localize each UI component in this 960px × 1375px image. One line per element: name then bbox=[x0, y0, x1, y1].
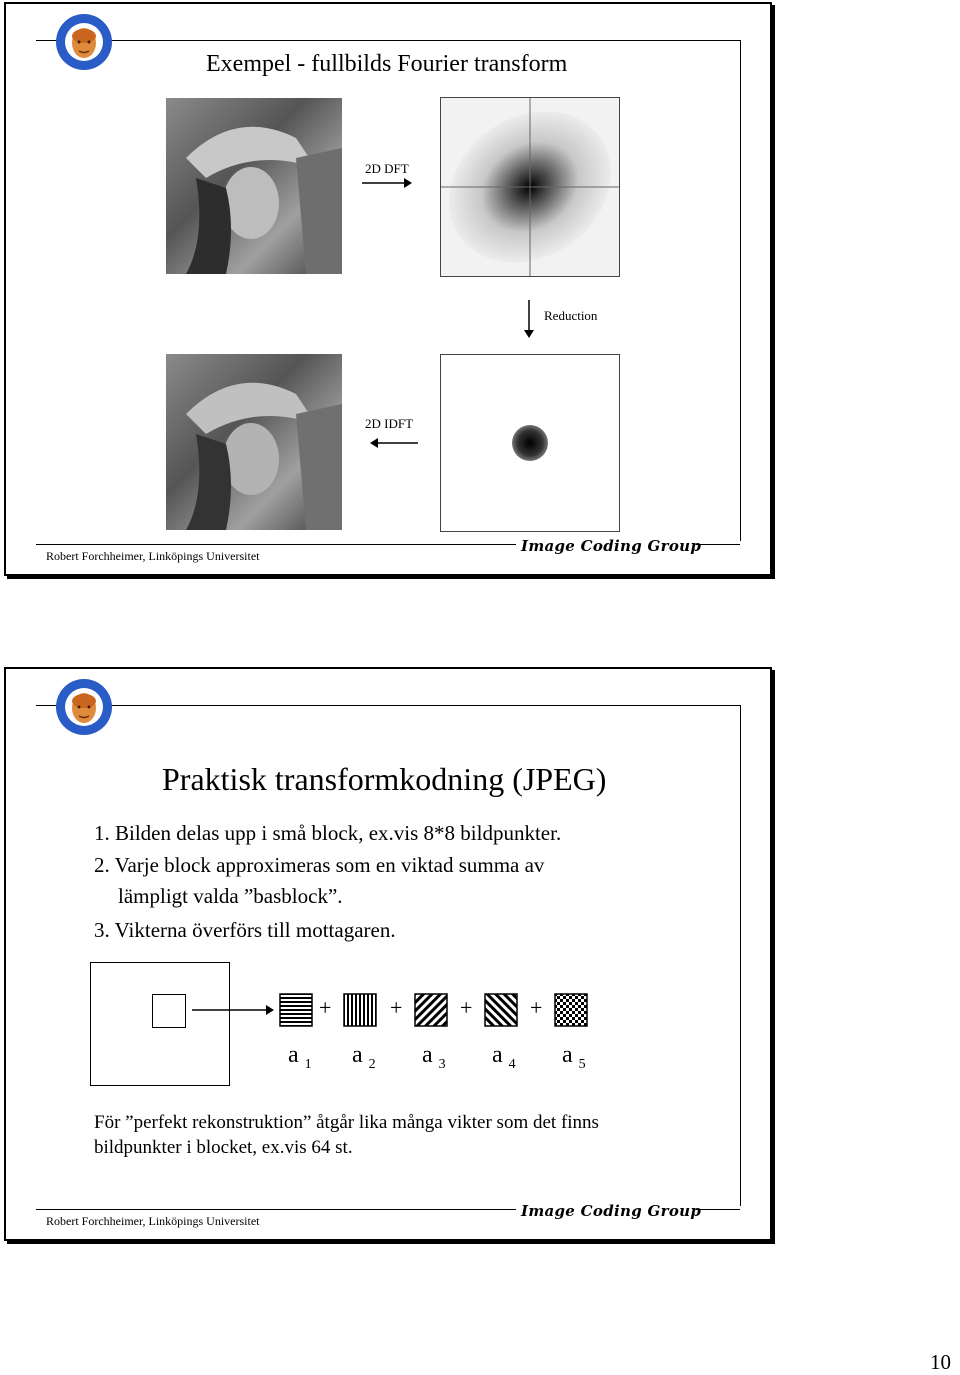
weight-a3: a $_3$ bbox=[422, 1042, 446, 1072]
basis-block-horizontal bbox=[279, 993, 313, 1027]
reconstructed-image bbox=[166, 354, 342, 530]
slide-2-footer-line bbox=[36, 1209, 516, 1210]
reduction-label: Reduction bbox=[544, 308, 598, 323]
basis-block-vertical bbox=[343, 993, 377, 1027]
slide-2 bbox=[4, 667, 772, 1241]
plus-3: + bbox=[460, 995, 473, 1020]
original-image bbox=[166, 98, 342, 274]
image-block bbox=[152, 994, 186, 1028]
page-number: 10 bbox=[930, 1350, 951, 1374]
slide-1 bbox=[4, 2, 772, 576]
slide-2-footer-group: Image Coding Group bbox=[521, 1202, 702, 1220]
note-line-2: bildpunkter i blocket, ex.vis 64 st. bbox=[94, 1137, 353, 1158]
basis-block-diagonal-1 bbox=[414, 993, 448, 1027]
weight-a5: a $_5$ bbox=[562, 1042, 586, 1072]
list-item-2-cont: lämpligt valda ”basblock”. bbox=[118, 884, 343, 908]
slide-2-footer-author: Robert Forchheimer, Linköpings Universitet bbox=[46, 1214, 260, 1228]
note-line-1: För ”perfekt rekonstruktion” åtgår lika många vikter som det finns bbox=[94, 1112, 599, 1133]
basis-block-diagonal-2 bbox=[484, 993, 518, 1027]
plus-4: + bbox=[530, 995, 543, 1020]
basis-block-checker bbox=[554, 993, 588, 1027]
list-item-2: 2. Varje block approximeras som en viktad summa av bbox=[94, 853, 545, 877]
idft-label: 2D IDFT bbox=[365, 416, 414, 431]
slide-1-frame bbox=[36, 40, 741, 541]
list-item-3: 3. Vikterna överförs till mottagaren. bbox=[94, 918, 396, 942]
slide-1-footer-line-right bbox=[696, 544, 740, 545]
slide-1-footer-author: Robert Forchheimer, Linköpings Universitet bbox=[46, 549, 260, 563]
block-arrow-icon bbox=[192, 1004, 274, 1016]
slide-2-title: Praktisk transformkodning (JPEG) bbox=[162, 761, 607, 797]
fourier-spectrum bbox=[440, 97, 620, 277]
down-arrow-icon bbox=[523, 300, 535, 338]
list-item-1: 1. Bilden delas upp i små block, ex.vis 8*8 bildpunkter. bbox=[94, 821, 562, 845]
dft-label: 2D DFT bbox=[365, 161, 409, 176]
plus-2: + bbox=[390, 995, 403, 1020]
weight-a1: a $_1$ bbox=[288, 1042, 312, 1072]
logo-icon bbox=[54, 12, 114, 72]
weight-a4: a $_4$ bbox=[492, 1042, 516, 1072]
logo-icon bbox=[54, 677, 114, 737]
slide-2-footer-line-right bbox=[696, 1209, 740, 1210]
slide-1-footer-group: Image Coding Group bbox=[521, 537, 702, 555]
plus-1: + bbox=[319, 995, 332, 1020]
slide-1-footer-line bbox=[36, 544, 516, 545]
reduced-spectrum bbox=[440, 354, 620, 532]
left-arrow-icon bbox=[370, 437, 418, 449]
slide-1-title: Exempel - fullbilds Fourier transform bbox=[206, 51, 568, 77]
weight-a2: a $_2$ bbox=[352, 1042, 376, 1072]
right-arrow-icon bbox=[362, 177, 412, 189]
